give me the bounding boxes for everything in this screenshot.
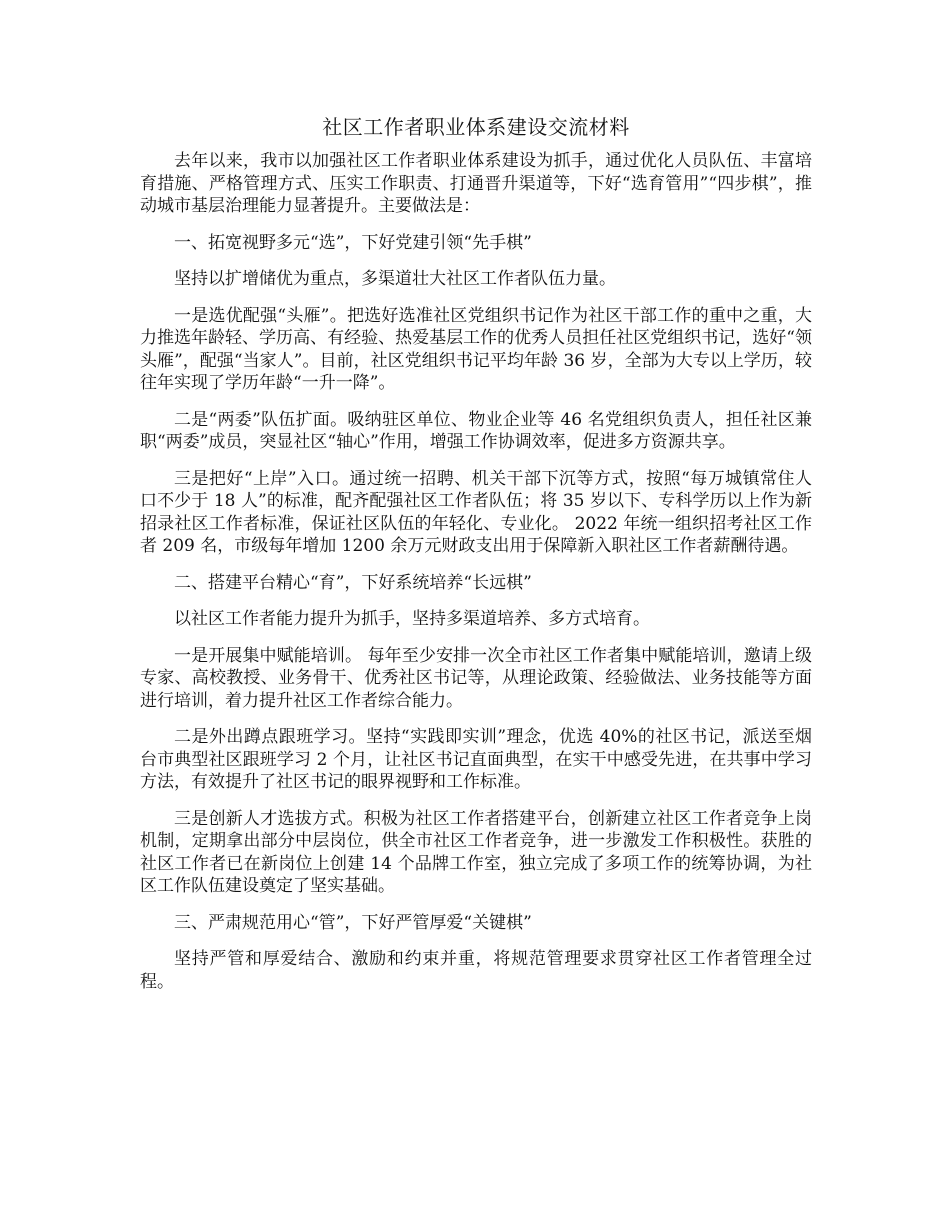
document-title: 社区工作者职业体系建设交流材料 xyxy=(322,115,630,139)
section-heading-3: 三、严肃规范用心“管”，下好严管厚爱“关键棋” xyxy=(174,912,532,933)
intro-paragraph: 去年以来，我市以加强社区工作者职业体系建设为抓手，通过优化人员队伍、丰富培育措施、严格管理方式、压实工作职责、打通晋升渠道等，下好“选育管用”“四步棋”，推动城市基层治理能力显著提升。主要做法是： xyxy=(140,151,812,216)
section-1-item-3: 三是把好“上岸”入口。通过统一招聘、机关干部下沉等方式，按照“每万城镇常住人口不少于 18 人”的标准，配齐配强社区工作者队伍；将 35 岁以下、专科学历以上作为新招录社区工作者标准，保证社区队伍的年轻化、专业化。 2022 年统一组织招考社区工作者 209 名，市级每年增加 1200 余万元财政支出用于保障新入职社区工作者薪酬待遇。 xyxy=(140,468,812,556)
section-3-summary: 坚持严管和厚爱结合、激励和约束并重，将规范管理要求贯穿社区工作者管理全过程。 xyxy=(140,949,812,992)
section-heading-1: 一、拓宽视野多元“选”，下好党建引领“先手棋” xyxy=(174,232,532,253)
section-2-item-2: 二是外出蹲点跟班学习。坚持“实践即实训”理念，优选 40%的社区书记，派送至烟台市典型社区跟班学习 2 个月，让社区书记直面典型，在实干中感受先进，在共事中学习方法，有效提升了社区书记的眼界视野和工作标准。 xyxy=(140,727,812,792)
section-1-summary: 坚持以扩增储优为重点，多渠道壮大社区工作者队伍力量。 xyxy=(174,269,616,289)
document-page xyxy=(140,108,812,1007)
section-2-item-1: 一是开展集中赋能培训。 每年至少安排一次全市社区工作者集中赋能培训，邀请上级专家、高校教授、业务骨干、优秀社区书记等，从理论政策、经验做法、业务技能等方面进行培训，着力提升社区工作者综合能力。 xyxy=(140,645,812,711)
section-2-summary: 以社区工作者能力提升为抓手，坚持多渠道培养、多方式培育。 xyxy=(174,609,650,629)
section-1-item-1: 一是选优配强“头雁”。把选好选准社区党组织书记作为社区干部工作的重中之重，大力推选年龄轻、学历高、有经验、热爱基层工作的优秀人员担任社区党组织书记，选好“领头雁”，配强“当家人”。目前，社区党组织书记平均年龄 36 岁，全部为大专以上学历，较往年实现了学历年龄“一升一降”。 xyxy=(140,305,812,393)
section-2-item-3: 三是创新人才选拔方式。积极为社区工作者搭建平台，创新建立社区工作者竞争上岗机制，定期拿出部分中层岗位，供全市社区工作者竞争，进一步激发工作积极性。获胜的社区工作者已在新岗位上创建 14 个品牌工作室，独立完成了多项工作的统筹协调，为社区工作队伍建设奠定了坚实基础。 xyxy=(140,808,812,896)
section-1-item-2: 二是“两委”队伍扩面。吸纳驻区单位、物业企业等 46 名党组织负责人，担任社区兼职“两委”成员，突显社区“轴心”作用，增强工作协调效率，促进多方资源共享。 xyxy=(140,409,812,452)
section-heading-2: 二、搭建平台精心“育”，下好系统培养“长远棋” xyxy=(174,572,532,593)
